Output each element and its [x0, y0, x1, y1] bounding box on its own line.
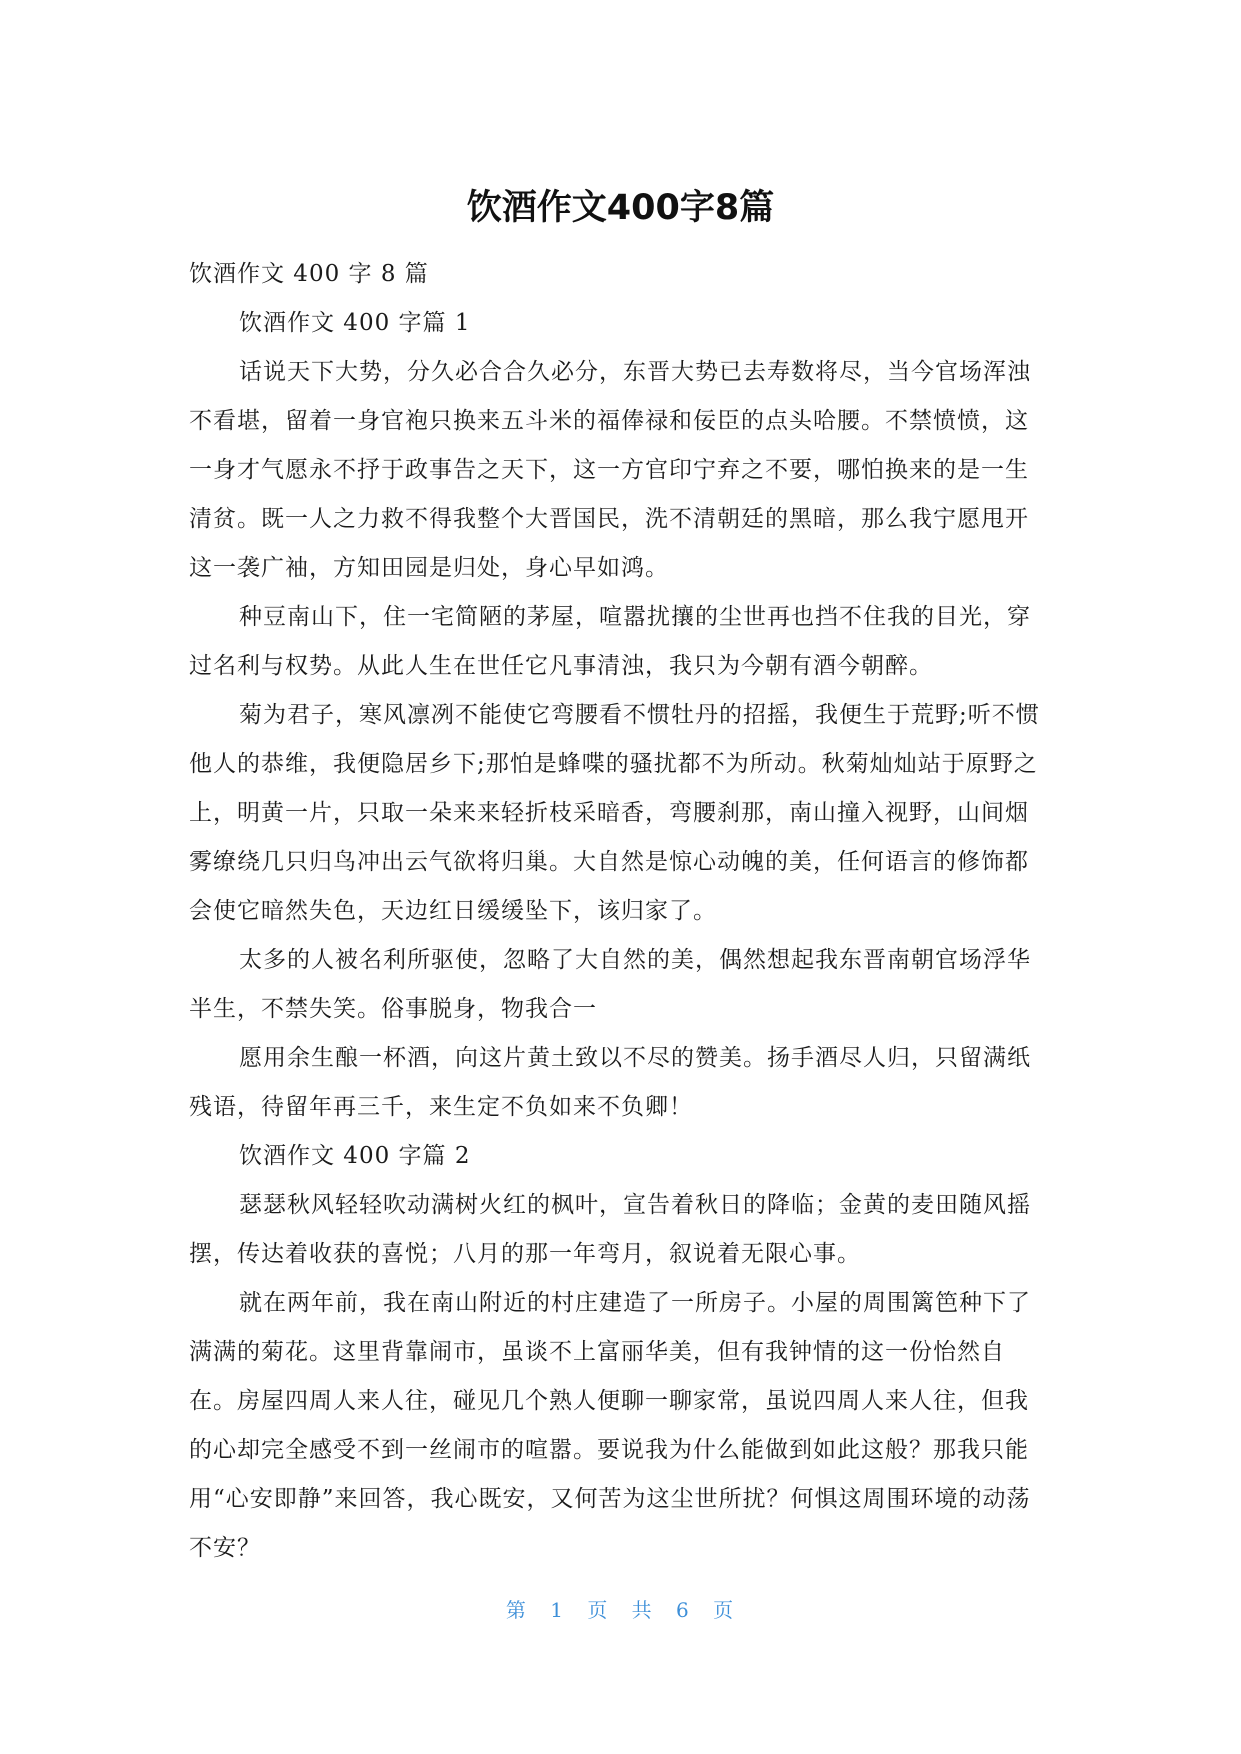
page-number-footer: 第 1 页 共 6 页	[505, 1598, 736, 1622]
section-heading-1: 饮酒作文 400 字篇 1	[239, 310, 471, 336]
section-heading-2: 饮酒作文 400 字篇 2	[239, 1143, 471, 1169]
paragraph: 愿用余生酿一杯酒，向这片黄土致以不尽的赞美。扬手酒尽人归，只留满纸残语，待留年再三千，来生定不负如来不负卿！	[189, 1045, 1031, 1120]
paragraph: 种豆南山下，住一宅简陋的茅屋，喧嚣扰攘的尘世再也挡不住我的目光，穿过名利与权势。从此人生在世任它凡事清浊，我只为今朝有酒今朝醉。	[189, 604, 1031, 679]
paragraph: 太多的人被名利所驱使，忽略了大自然的美，偶然想起我东晋南朝官场浮华半生，不禁失笑。俗事脱身，物我合一	[189, 947, 1031, 1022]
document-body	[189, 250, 1051, 1573]
document-subtitle: 饮酒作文 400 字 8 篇	[189, 261, 429, 287]
paragraph: 话说天下大势，分久必合合久必分，东晋大势已去寿数将尽，当今官场浑浊不看堪，留着一身官袍只换来五斗米的福俸禄和佞臣的点头哈腰。不禁愤愤，这一身才气愿永不抒于政事告之天下，这一方官印宁弃之不要，哪怕换来的是一生清贫。既一人之力救不得我整个大晋国民，洗不清朝廷的黑暗，那么我宁愿甩开这一袭广袖，方知田园是归处，身心早如鸿。	[189, 359, 1031, 581]
document-title: 饮酒作文400字8篇	[466, 188, 775, 228]
paragraph: 菊为君子，寒风凛冽不能使它弯腰看不惯牡丹的招摇，我便生于荒野;听不惯他人的恭维，我便隐居乡下;那怕是蜂喋的骚扰都不为所动。秋菊灿灿站于原野之上，明黄一片，只取一朵来来轻折枝采暗香，弯腰刹那，南山撞入视野，山间烟雾缭绕几只归鸟冲出云气欲将归巢。大自然是惊心动魄的美，任何语言的修饰都会使它暗然失色，天边红日缓缓坠下，该归家了。	[189, 702, 1040, 924]
paragraph: 瑟瑟秋风轻轻吹动满树火红的枫叶，宣告着秋日的降临；金黄的麦田随风摇摆，传达着收获的喜悦；八月的那一年弯月，叙说着无限心事。	[189, 1192, 1031, 1267]
paragraph: 就在两年前，我在南山附近的村庄建造了一所房子。小屋的周围篱笆种下了满满的菊花。这里背靠闹市，虽谈不上富丽华美，但有我钟情的这一份怡然自在。房屋四周人来人往，碰见几个熟人便聊一聊家常，虽说四周人来人往，但我的心却完全感受不到一丝闹市的喧嚣。要说我为什么能做到如此这般？那我只能用“心安即静”来回答，我心既安，又何苦为这尘世所扰？何惧这周围环境的动荡不安？	[189, 1290, 1031, 1561]
